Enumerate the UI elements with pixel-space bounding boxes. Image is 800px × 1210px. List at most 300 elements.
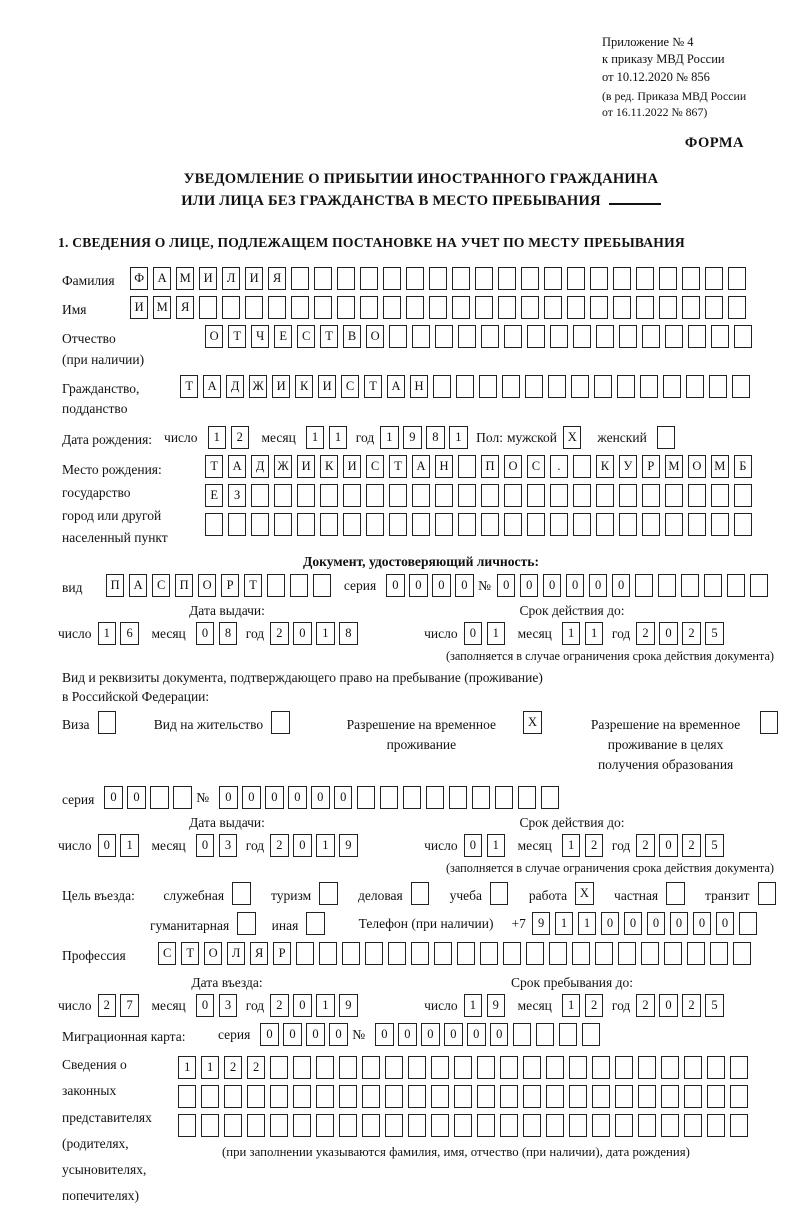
char-cell[interactable] bbox=[267, 574, 285, 597]
char-cell[interactable] bbox=[458, 484, 476, 507]
char-cell[interactable]: 1 bbox=[208, 426, 226, 449]
char-cell[interactable]: 0 bbox=[288, 786, 306, 809]
char-cell[interactable]: З bbox=[228, 484, 246, 507]
char-cell[interactable] bbox=[658, 574, 676, 597]
char-cell[interactable]: 1 bbox=[316, 622, 334, 645]
char-cell[interactable] bbox=[388, 942, 406, 965]
char-cell[interactable] bbox=[682, 267, 700, 290]
char-cell[interactable] bbox=[523, 1056, 541, 1079]
char-cell[interactable] bbox=[544, 296, 562, 319]
char-cell[interactable] bbox=[730, 1085, 748, 1108]
char-cell[interactable] bbox=[573, 325, 591, 348]
char-cell[interactable] bbox=[659, 296, 677, 319]
char-cell[interactable]: 3 bbox=[219, 834, 237, 857]
char-cell[interactable] bbox=[385, 1056, 403, 1079]
char-cell[interactable] bbox=[546, 1056, 564, 1079]
char-cell[interactable] bbox=[481, 513, 499, 536]
char-cell[interactable] bbox=[477, 1114, 495, 1137]
char-cell[interactable]: 1 bbox=[562, 994, 580, 1017]
char-cell[interactable]: 0 bbox=[566, 574, 584, 597]
char-cell[interactable] bbox=[457, 942, 475, 965]
char-cell[interactable]: 0 bbox=[659, 622, 677, 645]
char-cell[interactable]: 2 bbox=[270, 834, 288, 857]
char-cell[interactable] bbox=[385, 1085, 403, 1108]
char-cell[interactable]: 0 bbox=[467, 1023, 485, 1046]
char-cell[interactable] bbox=[477, 1085, 495, 1108]
char-cell[interactable]: 0 bbox=[196, 622, 214, 645]
char-cell[interactable]: 0 bbox=[398, 1023, 416, 1046]
char-cell[interactable]: 2 bbox=[585, 994, 603, 1017]
char-cell[interactable] bbox=[406, 267, 424, 290]
char-cell[interactable]: 8 bbox=[426, 426, 444, 449]
char-cell[interactable] bbox=[342, 942, 360, 965]
char-cell[interactable] bbox=[201, 1085, 219, 1108]
char-cell[interactable] bbox=[224, 1114, 242, 1137]
char-cell[interactable] bbox=[291, 267, 309, 290]
char-cell[interactable]: 0 bbox=[659, 994, 677, 1017]
char-cell[interactable] bbox=[366, 484, 384, 507]
char-cell[interactable]: 1 bbox=[98, 622, 116, 645]
char-cell[interactable] bbox=[456, 375, 474, 398]
char-cell[interactable] bbox=[664, 942, 682, 965]
char-cell[interactable]: С bbox=[297, 325, 315, 348]
other-purpose-checkbox[interactable] bbox=[306, 912, 324, 935]
char-cell[interactable]: Т bbox=[228, 325, 246, 348]
char-cell[interactable] bbox=[222, 296, 240, 319]
char-cell[interactable] bbox=[503, 942, 521, 965]
char-cell[interactable]: 0 bbox=[464, 834, 482, 857]
char-cell[interactable]: Т bbox=[181, 942, 199, 965]
char-cell[interactable] bbox=[541, 786, 559, 809]
char-cell[interactable] bbox=[385, 1114, 403, 1137]
business-trip-checkbox[interactable] bbox=[232, 882, 250, 905]
char-cell[interactable] bbox=[638, 1056, 656, 1079]
char-cell[interactable] bbox=[454, 1056, 472, 1079]
transit-checkbox[interactable] bbox=[758, 882, 776, 905]
char-cell[interactable]: 0 bbox=[432, 574, 450, 597]
char-cell[interactable]: 9 bbox=[487, 994, 505, 1017]
char-cell[interactable] bbox=[314, 267, 332, 290]
char-cell[interactable]: 0 bbox=[98, 834, 116, 857]
char-cell[interactable] bbox=[343, 484, 361, 507]
char-cell[interactable]: О bbox=[204, 942, 222, 965]
char-cell[interactable] bbox=[663, 375, 681, 398]
char-cell[interactable] bbox=[251, 513, 269, 536]
char-cell[interactable] bbox=[199, 296, 217, 319]
char-cell[interactable]: 0 bbox=[306, 1023, 324, 1046]
char-cell[interactable]: Л bbox=[227, 942, 245, 965]
char-cell[interactable] bbox=[406, 296, 424, 319]
char-cell[interactable]: 1 bbox=[380, 426, 398, 449]
char-cell[interactable] bbox=[383, 267, 401, 290]
char-cell[interactable]: М bbox=[665, 455, 683, 478]
char-cell[interactable] bbox=[224, 1085, 242, 1108]
char-cell[interactable] bbox=[479, 375, 497, 398]
char-cell[interactable] bbox=[684, 1114, 702, 1137]
char-cell[interactable] bbox=[513, 1023, 531, 1046]
char-cell[interactable] bbox=[319, 942, 337, 965]
char-cell[interactable] bbox=[613, 267, 631, 290]
char-cell[interactable] bbox=[366, 513, 384, 536]
char-cell[interactable] bbox=[636, 296, 654, 319]
char-cell[interactable]: 0 bbox=[409, 574, 427, 597]
char-cell[interactable]: 1 bbox=[201, 1056, 219, 1079]
visa-checkbox[interactable] bbox=[98, 711, 116, 734]
char-cell[interactable]: К bbox=[320, 455, 338, 478]
char-cell[interactable] bbox=[527, 484, 545, 507]
char-cell[interactable] bbox=[339, 1114, 357, 1137]
char-cell[interactable]: Т bbox=[205, 455, 223, 478]
char-cell[interactable] bbox=[569, 1056, 587, 1079]
char-cell[interactable] bbox=[550, 484, 568, 507]
char-cell[interactable]: Ч bbox=[251, 325, 269, 348]
char-cell[interactable] bbox=[178, 1114, 196, 1137]
char-cell[interactable] bbox=[251, 484, 269, 507]
char-cell[interactable]: И bbox=[343, 455, 361, 478]
char-cell[interactable]: Е bbox=[205, 484, 223, 507]
char-cell[interactable] bbox=[426, 786, 444, 809]
char-cell[interactable] bbox=[642, 513, 660, 536]
char-cell[interactable] bbox=[688, 513, 706, 536]
char-cell[interactable]: 1 bbox=[555, 912, 573, 935]
char-cell[interactable]: 0 bbox=[196, 994, 214, 1017]
private-checkbox[interactable] bbox=[666, 882, 684, 905]
char-cell[interactable]: А bbox=[153, 267, 171, 290]
char-cell[interactable]: Н bbox=[410, 375, 428, 398]
char-cell[interactable] bbox=[707, 1085, 725, 1108]
char-cell[interactable]: Ф bbox=[130, 267, 148, 290]
char-cell[interactable]: Ж bbox=[249, 375, 267, 398]
char-cell[interactable] bbox=[684, 1056, 702, 1079]
char-cell[interactable] bbox=[458, 325, 476, 348]
char-cell[interactable] bbox=[523, 1114, 541, 1137]
char-cell[interactable] bbox=[523, 1085, 541, 1108]
char-cell[interactable]: 0 bbox=[520, 574, 538, 597]
char-cell[interactable]: 1 bbox=[562, 622, 580, 645]
char-cell[interactable]: 7 bbox=[120, 994, 138, 1017]
char-cell[interactable] bbox=[550, 325, 568, 348]
char-cell[interactable] bbox=[504, 484, 522, 507]
char-cell[interactable] bbox=[357, 786, 375, 809]
char-cell[interactable]: 9 bbox=[339, 834, 357, 857]
char-cell[interactable] bbox=[297, 484, 315, 507]
char-cell[interactable] bbox=[734, 513, 752, 536]
temp-residence-checkbox[interactable]: X bbox=[523, 711, 541, 734]
char-cell[interactable] bbox=[640, 375, 658, 398]
char-cell[interactable] bbox=[567, 296, 585, 319]
char-cell[interactable] bbox=[688, 484, 706, 507]
char-cell[interactable] bbox=[613, 296, 631, 319]
char-cell[interactable]: 1 bbox=[487, 622, 505, 645]
study-checkbox[interactable] bbox=[490, 882, 508, 905]
char-cell[interactable]: А bbox=[228, 455, 246, 478]
char-cell[interactable]: С bbox=[366, 455, 384, 478]
char-cell[interactable]: 0 bbox=[334, 786, 352, 809]
char-cell[interactable] bbox=[615, 1085, 633, 1108]
char-cell[interactable]: И bbox=[297, 455, 315, 478]
char-cell[interactable] bbox=[734, 325, 752, 348]
char-cell[interactable]: 0 bbox=[196, 834, 214, 857]
char-cell[interactable] bbox=[270, 1056, 288, 1079]
char-cell[interactable] bbox=[274, 484, 292, 507]
char-cell[interactable]: 9 bbox=[532, 912, 550, 935]
char-cell[interactable] bbox=[389, 325, 407, 348]
commercial-checkbox[interactable] bbox=[411, 882, 429, 905]
char-cell[interactable] bbox=[638, 1114, 656, 1137]
char-cell[interactable] bbox=[411, 942, 429, 965]
char-cell[interactable]: У bbox=[619, 455, 637, 478]
char-cell[interactable] bbox=[527, 513, 545, 536]
char-cell[interactable]: 1 bbox=[562, 834, 580, 857]
char-cell[interactable]: 0 bbox=[293, 994, 311, 1017]
char-cell[interactable] bbox=[665, 513, 683, 536]
char-cell[interactable]: Т bbox=[180, 375, 198, 398]
char-cell[interactable] bbox=[582, 1023, 600, 1046]
char-cell[interactable] bbox=[320, 513, 338, 536]
char-cell[interactable] bbox=[296, 942, 314, 965]
char-cell[interactable]: Я bbox=[250, 942, 268, 965]
char-cell[interactable] bbox=[360, 267, 378, 290]
char-cell[interactable]: 2 bbox=[636, 622, 654, 645]
humanitarian-checkbox[interactable] bbox=[237, 912, 255, 935]
char-cell[interactable]: Ж bbox=[274, 455, 292, 478]
char-cell[interactable] bbox=[595, 942, 613, 965]
char-cell[interactable]: О bbox=[205, 325, 223, 348]
char-cell[interactable]: 1 bbox=[449, 426, 467, 449]
char-cell[interactable] bbox=[592, 1056, 610, 1079]
char-cell[interactable] bbox=[270, 1085, 288, 1108]
char-cell[interactable] bbox=[594, 375, 612, 398]
char-cell[interactable] bbox=[573, 513, 591, 536]
char-cell[interactable] bbox=[526, 942, 544, 965]
char-cell[interactable] bbox=[572, 942, 590, 965]
char-cell[interactable] bbox=[635, 574, 653, 597]
residence-permit-checkbox[interactable] bbox=[271, 711, 289, 734]
char-cell[interactable]: Т bbox=[244, 574, 262, 597]
char-cell[interactable]: Я bbox=[268, 267, 286, 290]
char-cell[interactable] bbox=[365, 942, 383, 965]
char-cell[interactable]: 5 bbox=[705, 834, 723, 857]
char-cell[interactable] bbox=[458, 513, 476, 536]
char-cell[interactable] bbox=[412, 325, 430, 348]
char-cell[interactable] bbox=[245, 296, 263, 319]
char-cell[interactable]: Я bbox=[176, 296, 194, 319]
char-cell[interactable] bbox=[596, 325, 614, 348]
char-cell[interactable] bbox=[573, 484, 591, 507]
char-cell[interactable] bbox=[569, 1114, 587, 1137]
char-cell[interactable] bbox=[498, 296, 516, 319]
char-cell[interactable]: О bbox=[198, 574, 216, 597]
char-cell[interactable] bbox=[665, 325, 683, 348]
char-cell[interactable] bbox=[615, 1114, 633, 1137]
char-cell[interactable]: 0 bbox=[127, 786, 145, 809]
char-cell[interactable] bbox=[475, 267, 493, 290]
char-cell[interactable] bbox=[573, 455, 591, 478]
char-cell[interactable] bbox=[291, 296, 309, 319]
char-cell[interactable]: 1 bbox=[329, 426, 347, 449]
char-cell[interactable]: П bbox=[106, 574, 124, 597]
char-cell[interactable]: Р bbox=[221, 574, 239, 597]
char-cell[interactable]: 8 bbox=[219, 622, 237, 645]
char-cell[interactable] bbox=[408, 1114, 426, 1137]
char-cell[interactable]: 0 bbox=[455, 574, 473, 597]
char-cell[interactable]: 0 bbox=[444, 1023, 462, 1046]
char-cell[interactable]: 1 bbox=[120, 834, 138, 857]
char-cell[interactable]: 2 bbox=[636, 994, 654, 1017]
char-cell[interactable]: 0 bbox=[464, 622, 482, 645]
char-cell[interactable] bbox=[480, 942, 498, 965]
char-cell[interactable]: К bbox=[596, 455, 614, 478]
char-cell[interactable] bbox=[362, 1114, 380, 1137]
char-cell[interactable]: 0 bbox=[693, 912, 711, 935]
char-cell[interactable] bbox=[504, 325, 522, 348]
char-cell[interactable]: А bbox=[412, 455, 430, 478]
char-cell[interactable] bbox=[150, 786, 168, 809]
char-cell[interactable]: 0 bbox=[219, 786, 237, 809]
char-cell[interactable] bbox=[247, 1114, 265, 1137]
char-cell[interactable]: 2 bbox=[682, 834, 700, 857]
char-cell[interactable]: А bbox=[387, 375, 405, 398]
char-cell[interactable] bbox=[642, 484, 660, 507]
char-cell[interactable]: 0 bbox=[104, 786, 122, 809]
tourism-checkbox[interactable] bbox=[319, 882, 337, 905]
char-cell[interactable] bbox=[290, 574, 308, 597]
char-cell[interactable]: 2 bbox=[270, 994, 288, 1017]
char-cell[interactable] bbox=[454, 1085, 472, 1108]
char-cell[interactable] bbox=[433, 375, 451, 398]
char-cell[interactable]: О bbox=[366, 325, 384, 348]
char-cell[interactable] bbox=[733, 942, 751, 965]
char-cell[interactable] bbox=[313, 574, 331, 597]
char-cell[interactable]: 0 bbox=[589, 574, 607, 597]
char-cell[interactable] bbox=[339, 1085, 357, 1108]
char-cell[interactable] bbox=[408, 1056, 426, 1079]
char-cell[interactable] bbox=[617, 375, 635, 398]
char-cell[interactable] bbox=[730, 1114, 748, 1137]
char-cell[interactable]: 0 bbox=[293, 834, 311, 857]
char-cell[interactable]: И bbox=[318, 375, 336, 398]
char-cell[interactable] bbox=[360, 296, 378, 319]
char-cell[interactable] bbox=[590, 296, 608, 319]
char-cell[interactable]: О bbox=[504, 455, 522, 478]
char-cell[interactable]: Р bbox=[642, 455, 660, 478]
char-cell[interactable] bbox=[337, 267, 355, 290]
char-cell[interactable]: 0 bbox=[283, 1023, 301, 1046]
char-cell[interactable]: 2 bbox=[247, 1056, 265, 1079]
char-cell[interactable]: 0 bbox=[260, 1023, 278, 1046]
char-cell[interactable] bbox=[596, 513, 614, 536]
char-cell[interactable]: 2 bbox=[636, 834, 654, 857]
char-cell[interactable] bbox=[429, 267, 447, 290]
char-cell[interactable]: Р bbox=[273, 942, 291, 965]
sex-male-checkbox[interactable]: X bbox=[563, 426, 581, 449]
char-cell[interactable] bbox=[711, 484, 729, 507]
char-cell[interactable]: 3 bbox=[219, 994, 237, 1017]
char-cell[interactable] bbox=[454, 1114, 472, 1137]
char-cell[interactable] bbox=[274, 513, 292, 536]
char-cell[interactable]: 8 bbox=[339, 622, 357, 645]
char-cell[interactable]: 5 bbox=[705, 994, 723, 1017]
char-cell[interactable] bbox=[707, 1056, 725, 1079]
char-cell[interactable]: Д bbox=[251, 455, 269, 478]
char-cell[interactable] bbox=[228, 513, 246, 536]
char-cell[interactable] bbox=[316, 1056, 334, 1079]
char-cell[interactable] bbox=[389, 484, 407, 507]
char-cell[interactable] bbox=[178, 1085, 196, 1108]
char-cell[interactable] bbox=[705, 267, 723, 290]
char-cell[interactable]: Т bbox=[320, 325, 338, 348]
char-cell[interactable]: 1 bbox=[585, 622, 603, 645]
char-cell[interactable] bbox=[682, 296, 700, 319]
char-cell[interactable] bbox=[569, 1085, 587, 1108]
char-cell[interactable]: Т bbox=[389, 455, 407, 478]
char-cell[interactable] bbox=[659, 267, 677, 290]
sex-female-checkbox[interactable] bbox=[657, 426, 675, 449]
char-cell[interactable] bbox=[536, 1023, 554, 1046]
char-cell[interactable] bbox=[732, 375, 750, 398]
char-cell[interactable]: 2 bbox=[270, 622, 288, 645]
char-cell[interactable] bbox=[362, 1056, 380, 1079]
char-cell[interactable]: И bbox=[272, 375, 290, 398]
char-cell[interactable] bbox=[339, 1056, 357, 1079]
char-cell[interactable] bbox=[711, 513, 729, 536]
char-cell[interactable] bbox=[504, 513, 522, 536]
char-cell[interactable]: С bbox=[527, 455, 545, 478]
char-cell[interactable] bbox=[435, 325, 453, 348]
char-cell[interactable] bbox=[293, 1056, 311, 1079]
char-cell[interactable] bbox=[518, 786, 536, 809]
char-cell[interactable] bbox=[525, 375, 543, 398]
char-cell[interactable] bbox=[661, 1056, 679, 1079]
char-cell[interactable] bbox=[549, 942, 567, 965]
char-cell[interactable] bbox=[739, 912, 757, 935]
char-cell[interactable] bbox=[297, 513, 315, 536]
char-cell[interactable] bbox=[546, 1114, 564, 1137]
char-cell[interactable] bbox=[544, 267, 562, 290]
char-cell[interactable]: К bbox=[295, 375, 313, 398]
char-cell[interactable] bbox=[337, 296, 355, 319]
char-cell[interactable] bbox=[711, 325, 729, 348]
char-cell[interactable] bbox=[320, 484, 338, 507]
char-cell[interactable] bbox=[571, 375, 589, 398]
char-cell[interactable] bbox=[750, 574, 768, 597]
char-cell[interactable] bbox=[343, 513, 361, 536]
char-cell[interactable] bbox=[435, 484, 453, 507]
char-cell[interactable] bbox=[710, 942, 728, 965]
char-cell[interactable]: 0 bbox=[543, 574, 561, 597]
char-cell[interactable] bbox=[434, 942, 452, 965]
char-cell[interactable] bbox=[316, 1085, 334, 1108]
char-cell[interactable]: 1 bbox=[487, 834, 505, 857]
char-cell[interactable]: О bbox=[688, 455, 706, 478]
char-cell[interactable]: 6 bbox=[120, 622, 138, 645]
char-cell[interactable] bbox=[500, 1085, 518, 1108]
char-cell[interactable] bbox=[498, 267, 516, 290]
char-cell[interactable] bbox=[684, 1085, 702, 1108]
char-cell[interactable] bbox=[727, 574, 745, 597]
char-cell[interactable] bbox=[681, 574, 699, 597]
char-cell[interactable] bbox=[734, 484, 752, 507]
char-cell[interactable]: 9 bbox=[403, 426, 421, 449]
char-cell[interactable]: Л bbox=[222, 267, 240, 290]
char-cell[interactable]: 0 bbox=[242, 786, 260, 809]
char-cell[interactable]: И bbox=[130, 296, 148, 319]
char-cell[interactable]: 0 bbox=[624, 912, 642, 935]
char-cell[interactable]: Б bbox=[734, 455, 752, 478]
char-cell[interactable] bbox=[521, 267, 539, 290]
char-cell[interactable]: М bbox=[711, 455, 729, 478]
char-cell[interactable] bbox=[431, 1056, 449, 1079]
